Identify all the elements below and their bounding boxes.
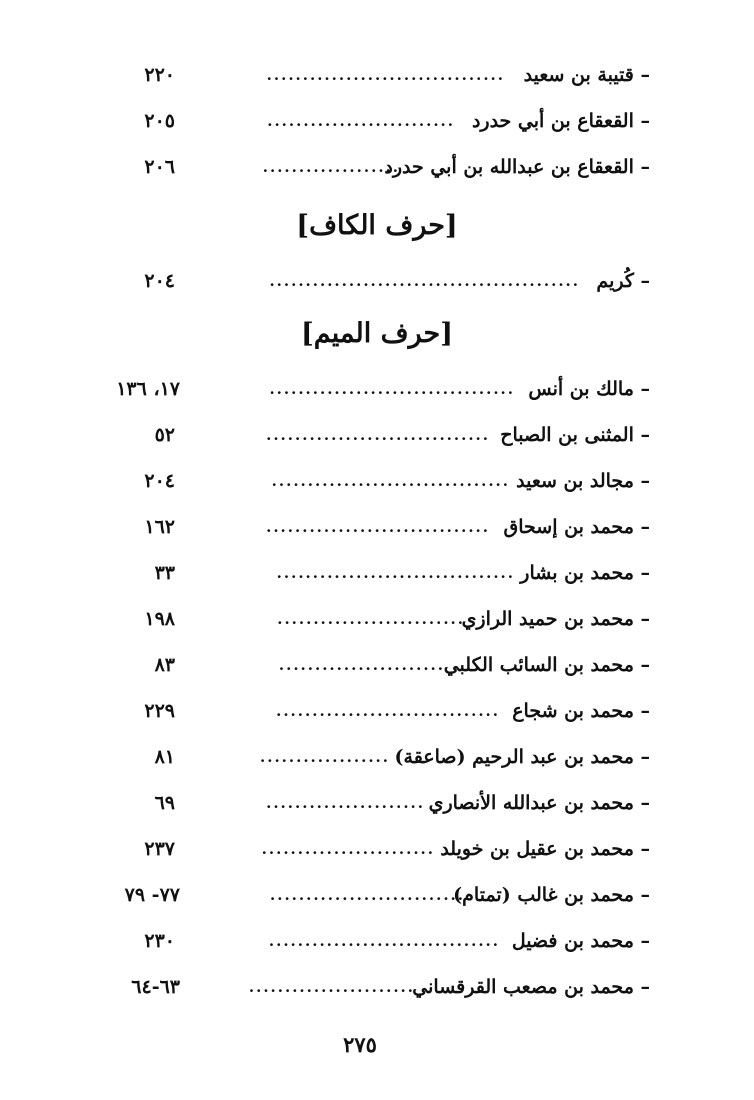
index-entry: [60, 466, 650, 496]
entry-name: – قتيبة بن سعيد: [523, 64, 650, 86]
entry-name: – محمد بن مصعب القرقساني: [412, 976, 650, 998]
leader-dots: ......................: [266, 794, 425, 812]
leader-dots: ...........................: [270, 886, 465, 904]
leader-dots: ...................: [262, 158, 400, 176]
entry-name: – محمد بن شجاع: [512, 700, 650, 722]
entry-pages: ٥٢: [154, 424, 175, 446]
index-entry: [60, 834, 650, 864]
entry-pages: ٧٧- ٧٩: [124, 884, 180, 906]
leader-dots: ...........................................: [269, 272, 580, 290]
index-entry: [60, 788, 650, 818]
entry-name: – القعقاع بن أبي حدرد: [471, 110, 650, 132]
leader-dots: .................................: [276, 564, 515, 582]
index-entry: [60, 972, 650, 1002]
entry-pages: ٢٠٤: [144, 470, 175, 492]
section-heading-mim: [حرف الميم]: [301, 318, 453, 349]
leader-dots: ........................: [261, 840, 435, 858]
index-entry: [60, 696, 650, 726]
leader-dots: ..................................: [269, 380, 515, 398]
entry-pages: ٢٠٦: [144, 156, 175, 178]
index-entry: [60, 106, 650, 136]
index-entry: [60, 742, 650, 772]
index-entry: [60, 880, 650, 910]
index-entry: [60, 650, 650, 680]
entry-pages: ٢٠٤: [144, 270, 175, 292]
entry-pages: ١٧، ١٣٦: [116, 378, 180, 400]
page-number: ٢٧٥: [343, 1032, 377, 1057]
entry-pages: ٢٢٠: [144, 64, 175, 86]
leader-dots: ...............................: [276, 702, 500, 720]
leader-dots: .......................: [278, 656, 445, 674]
index-entry: [60, 604, 650, 634]
index-entry: [60, 558, 650, 588]
entry-name: – محمد بن عقيل بن خويلد: [440, 838, 650, 860]
leader-dots: ................................: [268, 932, 500, 950]
entry-name: – كُريم: [596, 270, 650, 292]
entry-name: – محمد بن حميد الرازي: [461, 608, 650, 630]
leader-dots: ...............................: [266, 426, 490, 444]
leader-dots: .................................: [271, 472, 510, 490]
entry-name: – محمد بن عبد الرحيم (صاعقة): [394, 746, 650, 768]
entry-pages: ٦٩: [154, 792, 175, 814]
entry-name: – محمد بن إسحاق: [503, 516, 650, 538]
entry-pages: ١٦٢: [144, 516, 175, 538]
index-entry: [60, 60, 650, 90]
entry-pages: ١٩٨: [144, 608, 175, 630]
leader-dots: .......................: [248, 978, 415, 996]
entry-pages: ٦٣-٦٤: [131, 976, 180, 998]
entry-pages: ٨١: [154, 746, 175, 768]
entry-name: – القعقاع بن عبدالله بن أبي حدرد: [384, 156, 650, 178]
entry-name: – مجالد بن سعيد: [516, 470, 650, 492]
leader-dots: ...............................: [266, 518, 490, 536]
entry-name: – محمد بن عبدالله الأنصاري: [428, 792, 650, 814]
entry-pages: ٢٣٧: [144, 838, 175, 860]
entry-pages: ٢٢٩: [144, 700, 175, 722]
entry-pages: ٨٣: [154, 654, 175, 676]
entry-name: – المثنى بن الصباح: [500, 424, 650, 446]
section-heading-kaf: [حرف الكاف]: [296, 210, 458, 241]
leader-dots: ..................: [260, 748, 390, 766]
entry-pages: ٣٣: [154, 562, 175, 584]
entry-pages: ٢٠٥: [144, 110, 175, 132]
index-entry: [60, 420, 650, 450]
leader-dots: ..........................: [277, 610, 465, 628]
entry-name: – محمد بن السائب الكلبي: [443, 654, 650, 676]
leader-dots: .................................: [266, 66, 505, 84]
entry-name: – محمد بن بشار: [520, 562, 650, 584]
entry-pages: ٢٣٠: [144, 930, 175, 952]
index-entry: [60, 266, 650, 296]
index-entry: [60, 152, 650, 182]
entry-name: – محمد بن غالب (تمتام): [453, 884, 650, 906]
entry-name: – مالك بن أنس: [528, 378, 650, 400]
leader-dots: ..........................: [267, 112, 455, 130]
index-entry: [60, 512, 650, 542]
entry-name: – محمد بن فضيل: [511, 930, 650, 952]
index-entry: [60, 374, 650, 404]
index-entry: [60, 926, 650, 956]
